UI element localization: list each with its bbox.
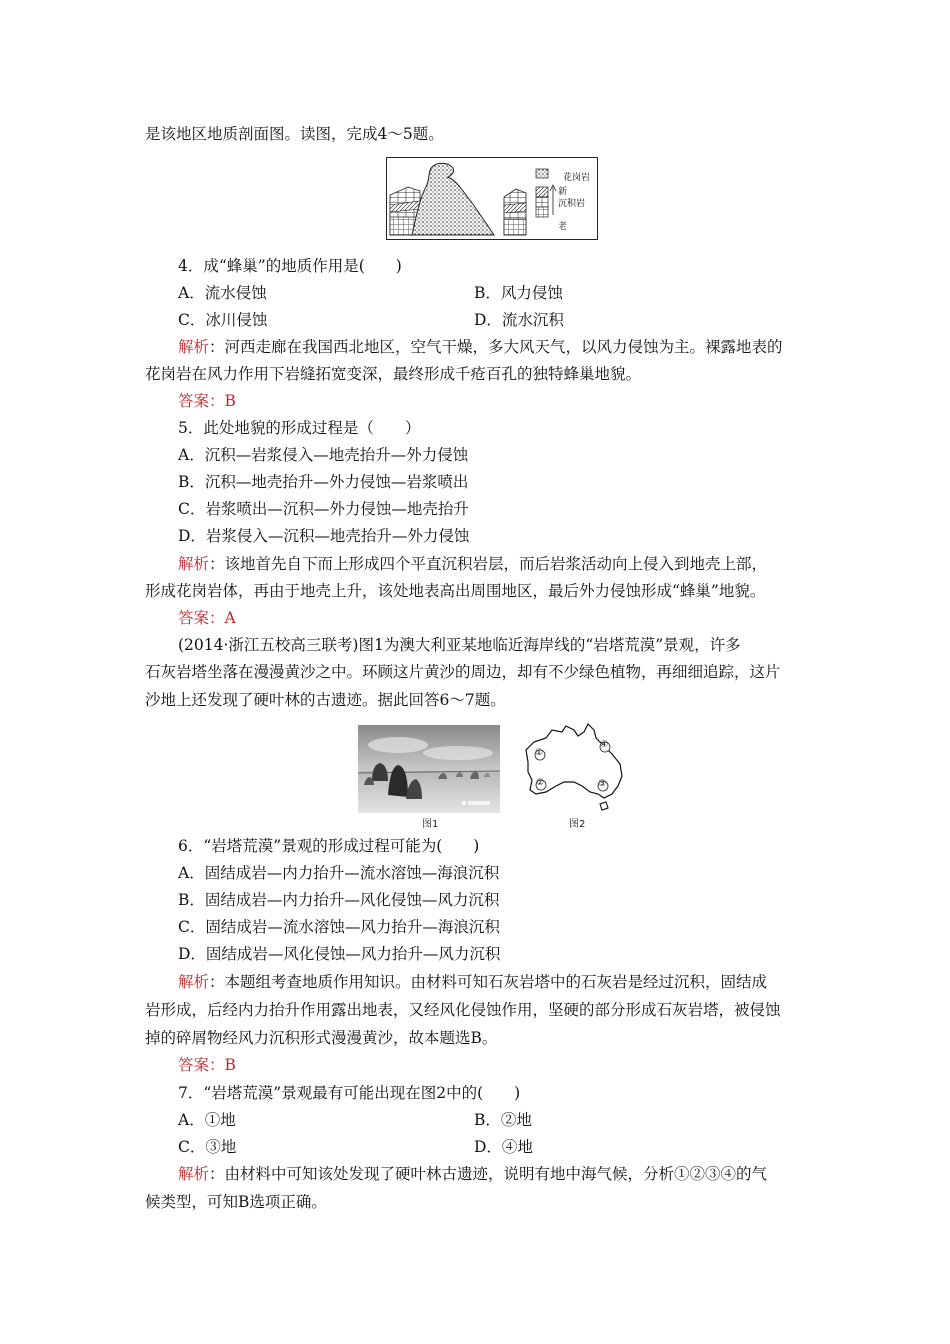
australia-map [520,722,630,814]
q7-explanation-line2: 候类型，可知B选项正确。 [145,1193,327,1211]
explanation-label: 解析 [178,338,210,356]
q4-explanation-line1: 解析：河西走廊在我国西北地区，空气干燥，多大风天气，以风力侵蚀为主。裸露地表的 [178,338,783,356]
q6-option-d: D．固结成岩—风化侵蚀—风力抬升—风力沉积 [178,945,501,963]
legend-older-label: 老 [558,222,568,232]
q5-option-a: A．沉积—岩浆侵入—地壳抬升—外力侵蚀 [178,446,469,464]
q6-option-b: B．固结成岩—内力抬升—风化侵蚀—风力沉积 [178,891,500,909]
q5-explanation-line1: 解析：该地首先自下而上形成四个平直沉积岩层，而后岩浆活动向上侵入到地壳上部， [178,555,768,573]
q5-answer: 答案：A [178,609,236,627]
q5-option-c: C．岩浆喷出—沉积—外力侵蚀—地壳抬升 [178,500,469,518]
figure1-caption: 图1 [422,819,439,830]
q7-stem: 7．“岩塔荒漠”景观最有可能出现在图2中的( ) [178,1084,521,1102]
explanation-label: 解析 [178,555,210,573]
australia-outline-drawing [520,722,630,814]
passage-line1: (2014·浙江五校高三联考)图1为澳大利亚某地临近海岸线的“岩塔荒漠”景观，许多 [178,636,741,654]
q6-answer: 答案：B [178,1056,236,1074]
q4-option-a: A．流水侵蚀 [178,284,267,302]
q4-stem: 4．成“蜂巢”的地质作用是( ) [178,257,402,275]
geologic-section-figure [386,157,598,240]
map-label-2: ② [536,778,545,788]
q6-explanation-line2: 岩形成，后经内力抬升作用露出地表，又经风化侵蚀作用，坚硬的部分形成石灰岩塔，被侵蚀 [145,1001,781,1019]
passage-line3: 沙地上还发现了硬叶林的古遗迹。据此回答6～7题。 [145,691,506,709]
passage-line2: 石灰岩塔坐落在漫漫黄沙之中。环顾这片黄沙的周边，却有不少绿色植物，再细细追踪，这片 [145,663,781,681]
map-label-4: ④ [600,740,609,750]
q7-option-c: C．③地 [178,1138,237,1156]
intro-text: 是该地区地质剖面图。读图，完成4～5题。 [145,125,444,143]
map-label-3: ③ [598,779,607,789]
q4-option-d: D．流水沉积 [474,311,564,329]
q4-option-c: C．冰川侵蚀 [178,311,268,329]
q7-option-b: B．②地 [474,1111,532,1129]
q6-explanation-line1: 解析：本题组考查地质作用知识。由材料可知石灰岩塔中的石灰岩是经过沉积，固结成 [178,973,768,991]
q5-option-d: D．岩浆侵入—沉积—地壳抬升—外力侵蚀 [178,527,470,545]
q6-explanation-line3: 掉的碎屑物经风力沉积形式漫漫黄沙，故本题选B。 [145,1029,498,1047]
legend-newer-label: 新 [558,187,568,197]
pinnacles-photo-drawing [358,725,500,813]
q7-option-a: A．①地 [178,1111,236,1129]
figure2-caption: 图2 [569,819,586,830]
q4-answer: 答案：B [178,392,236,410]
q7-option-d: D．④地 [474,1138,533,1156]
legend-granite-label: 花岗岩 [563,173,591,183]
explanation-label: 解析 [178,1165,210,1183]
q4-option-b: B．风力侵蚀 [474,284,563,302]
explanation-label: 解析 [178,973,210,991]
q7-explanation-line1: 解析：由材料中可知该处发现了硬叶林古遗迹，说明有地中海气候，分析①②③④的气 [178,1165,768,1183]
q4-explanation-line2: 花岗岩在风力作用下岩缝拓宽变深，最终形成千疮百孔的独特蜂巢地貌。 [145,365,642,383]
q6-option-a: A．固结成岩—内力抬升—流水溶蚀—海浪沉积 [178,864,500,882]
q6-option-c: C．固结成岩—流水溶蚀—风力抬升—海浪沉积 [178,918,500,936]
q6-stem: 6．“岩塔荒漠”景观的形成过程可能为( ) [178,837,480,855]
q5-explanation-line2: 形成花岗岩体，再由于地壳上升，该处地表高出周围地区，最后外力侵蚀形成“蜂巢”地貌。 [145,582,766,600]
map-label-1: ① [535,748,544,758]
q5-stem: 5．此处地貌的形成过程是（ ） [178,419,421,437]
q5-option-b: B．沉积—地壳抬升—外力侵蚀—岩浆喷出 [178,473,469,491]
legend-sedimentary-label: 沉积岩 [558,199,586,209]
pinnacles-photo [358,725,500,813]
